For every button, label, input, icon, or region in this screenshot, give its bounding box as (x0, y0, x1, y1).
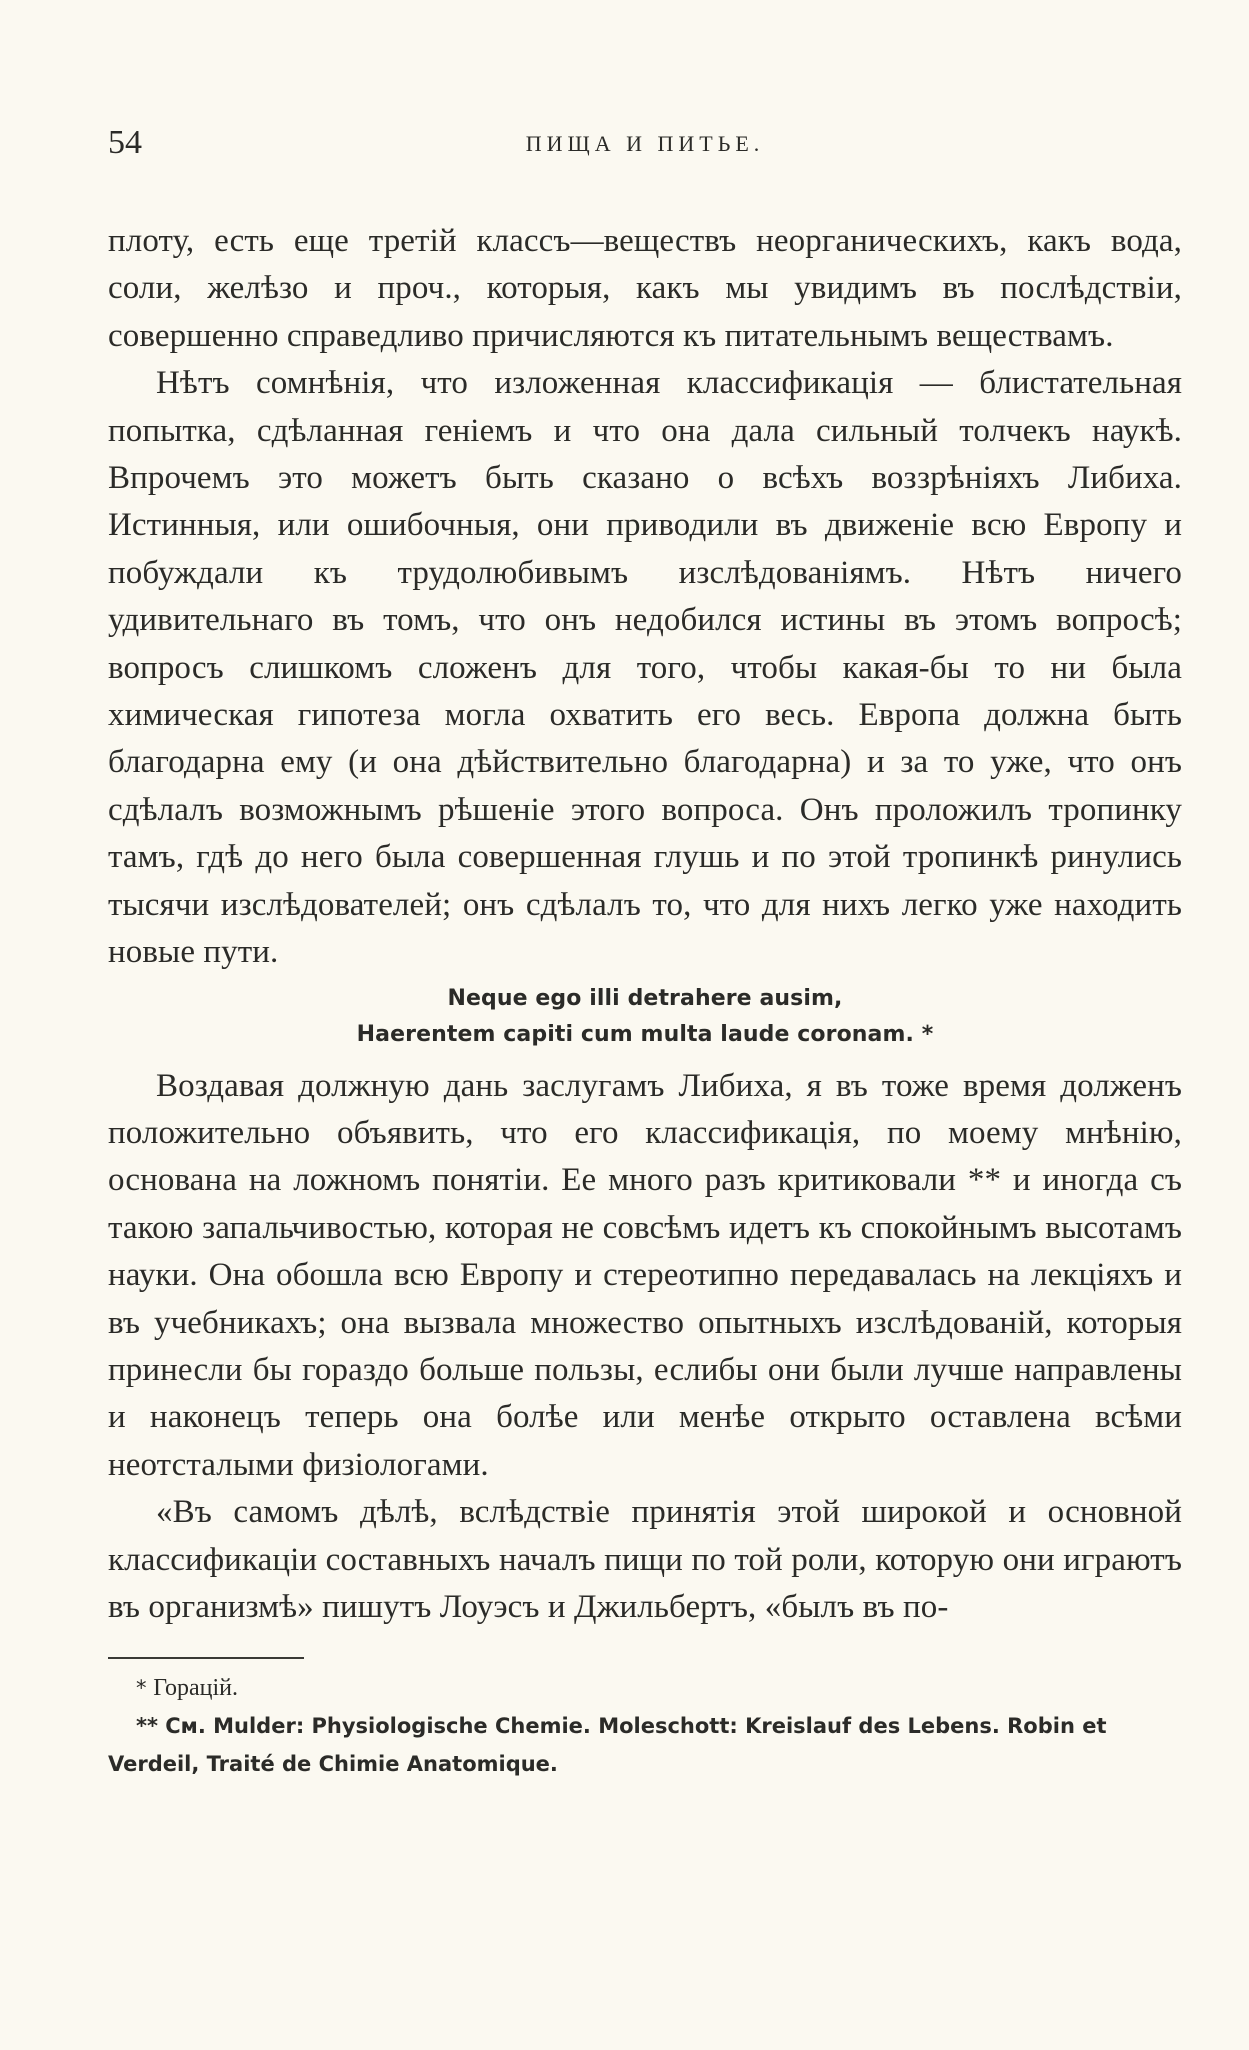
latin-quote (108, 981, 1182, 1053)
page-number: 54 (108, 124, 142, 161)
footnote-text: Горацій. (153, 1675, 238, 1702)
footnote: ** См. Mulder: Physiologische Chemie. Molesсhott: Kreislauf des Lebens. Robin et Verdeil, Traité de Chimie Anatomique. (108, 1714, 1107, 1777)
paragraph: Воздавая должную дань заслугамъ Либиха, я въ тоже время долженъ положительно объявить, что его классификація, по моему мнѣнію, основана на ложномъ понятіи. Ее много разъ критиковали ** и иногда съ такою запальчивостью, которая не совсѣмъ идетъ къ спокойнымъ высотамъ науки. Она обошла всю Европу и стереотипно передавалась на лекціяхъ и въ учебникахъ; она вызвала множество опытныхъ изслѣдованій, которыя принесли бы гораздо больше пользы, еслибы они были лучше направлены и наконецъ теперь она болѣе или менѣе открыто оставлена всѣми неотсталыми физіологами. (108, 1067, 1182, 1483)
footnote (108, 1669, 1182, 1707)
running-title: ПИЩА И ПИТЬЕ. (525, 131, 765, 156)
quote-line: Haerentem capiti cum multa laude coronam. * (356, 1021, 934, 1047)
paragraph: Нѣтъ сомнѣнія, что изложенная классификація — блистательная попытка, сдѣланная геніемъ и что она дала сильный толчекъ наукѣ. Впрочемъ это можетъ быть сказано о всѣхъ воззрѣніяхъ Либиха. Истинныя, или ошибочныя, они приводили въ движеніе всю Европу и побуждали къ трудолюбивымъ изслѣдованіямъ. Нѣтъ ничего удивительнаго въ томъ, что онъ недобился истины въ этомъ вопросѣ; вопросъ слишкомъ сложенъ для того, чтобы какая-бы то ни была химическая гипотеза могла охватить его весь. Европа должна быть благодарна ему (и она дѣйствительно благодарна) и за то уже, что онъ сдѣлалъ возможнымъ рѣшеніе этого вопроса. Онъ проложилъ тропинку тамъ, гдѣ до него была совершенная глушь и по этой тропинкѣ ринулись тысячи изслѣдователей; онъ сдѣлалъ то, что для нихъ легко уже находить новые пути. (108, 365, 1182, 971)
paragraph: плоту, есть еще третій классъ—веществъ неорганическихъ, какъ вода, соли, желѣзо и проч., которыя, какъ мы увидимъ въ послѣдствіи, совершенно справедливо причисляются къ питательнымъ веществамъ. (108, 223, 1182, 354)
footnote-divider (108, 1657, 304, 1659)
body-text (108, 218, 1182, 1631)
footnotes (108, 1669, 1182, 1783)
book-page (108, 118, 1182, 1783)
footnote-mark: * (136, 1676, 147, 1701)
paragraph: «Въ самомъ дѣлѣ, вслѣдствіе принятія этой широкой и основной классификаціи составныхъ началъ пищи по той роли, которую они играютъ въ организмѣ» пишутъ Лоуэсъ и Джильбертъ, «былъ въ по- (108, 1494, 1182, 1625)
page-header (108, 118, 1182, 168)
quote-line: Neque ego illi detrahere ausim, (447, 985, 843, 1011)
